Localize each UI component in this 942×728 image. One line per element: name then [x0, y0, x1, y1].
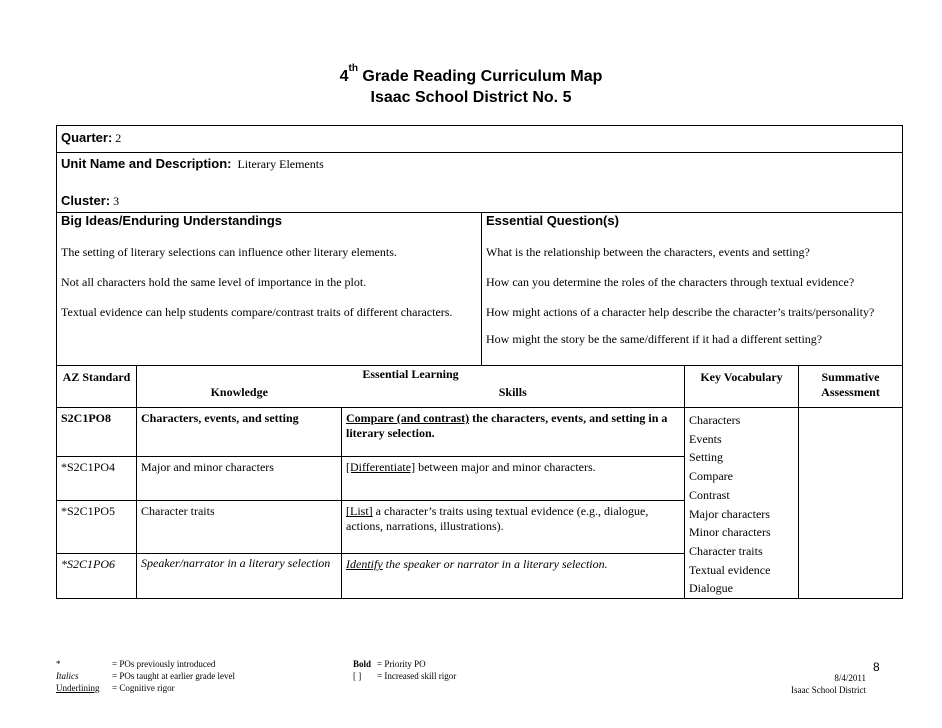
quarter-label: Quarter: [61, 130, 113, 145]
quarter-value: 2 [115, 131, 122, 145]
knowledge-cell: Speaker/narrator in a literary selection [137, 554, 342, 599]
vocab-item: Character traits [689, 543, 763, 558]
big-idea-1: The setting of literary selections can influence other literary elements. [61, 245, 397, 259]
standard-code: *S2C1PO6 [57, 554, 137, 599]
cluster-label: Cluster: [61, 193, 111, 208]
title-grade: 4 [339, 68, 349, 85]
unit-label: Unit Name and Description: [61, 156, 232, 171]
legend-key: Underlining [56, 683, 100, 693]
vocab-item: Setting [689, 450, 724, 465]
legend-desc: = POs previously introduced [112, 659, 216, 669]
vocab-item: Textual evidence [689, 562, 771, 577]
legend-desc: = Cognitive rigor [112, 683, 175, 693]
skill-text: the speaker or narrator in a literary selection. [382, 557, 608, 572]
skill-verb: Compare (and contrast) [346, 411, 470, 425]
key-vocabulary-header: Key Vocabulary [685, 366, 799, 408]
essential-question-2: How can you determine the roles of the characters through textual evidence? [486, 275, 855, 289]
knowledge-cell: Character traits [137, 501, 342, 554]
document-title [0, 63, 942, 108]
knowledge-cell: Characters, events, and setting [137, 408, 342, 457]
essential-questions-header: Essential Question(s) [486, 213, 619, 228]
legend-left [56, 658, 235, 694]
skill-verb: [Differentiate] [346, 459, 416, 474]
essential-question-4: How might the story be the same/different if it had a different setting? [486, 332, 823, 346]
skill-text: between major and minor characters. [415, 459, 596, 474]
skill-verb: Identify [346, 557, 383, 572]
legend-middle [353, 658, 456, 682]
skills-cell [342, 408, 685, 457]
standard-code: S2C1PO8 [57, 408, 137, 457]
vocab-item: Characters [689, 413, 741, 427]
vocab-item: Contrast [689, 487, 730, 502]
summative-assessment-cell [799, 408, 903, 599]
legend-key: Bold [353, 659, 372, 669]
skill-text: the characters, events, and setting in a literary selection. [346, 411, 668, 440]
knowledge-header: Knowledge [137, 385, 342, 408]
az-standard-header: AZ Standard [57, 366, 137, 408]
footer-date: 8/4/2011 [834, 673, 866, 683]
vocab-item: Dialogue [689, 581, 733, 596]
vocabulary-cell [685, 408, 799, 599]
vocab-item: Minor characters [689, 525, 771, 540]
page-number: 8 [873, 660, 880, 674]
legend-key: [ ] [353, 671, 362, 681]
legend-desc: = Increased skill rigor [377, 671, 457, 681]
legend-desc: = POs taught at earlier grade level [112, 671, 236, 681]
title-superscript: th [348, 63, 358, 74]
unit-row [57, 153, 903, 213]
vocab-item: Events [689, 431, 722, 446]
big-idea-3: Textual evidence can help students compare/contrast traits of different characters. [61, 305, 453, 319]
big-ideas-header: Big Ideas/Enduring Understandings [61, 213, 283, 228]
skills-cell [342, 456, 685, 501]
essential-question-3: How might actions of a character help describe the character’s traits/personality? [486, 305, 875, 319]
standard-code: *S2C1PO4 [57, 456, 137, 501]
vocab-item: Compare [689, 469, 733, 484]
skill-verb: [List] [346, 504, 373, 519]
title-line-2: Isaac School District No. 5 [370, 89, 572, 106]
table-row [57, 408, 903, 457]
big-ideas-row [57, 213, 903, 366]
skill-text: a character’s traits using textual evidence (e.g., dialogue, actions, narrations, illustrations). [346, 504, 649, 534]
footer-info [791, 672, 866, 696]
skills-header: Skills [342, 385, 685, 408]
title-line-1 [0, 63, 942, 87]
column-header-row-1 [57, 366, 903, 386]
quarter-row [57, 126, 903, 153]
footer-district: Isaac School District [791, 685, 866, 695]
essential-learning-header: Essential Learning [137, 366, 685, 386]
standard-code: *S2C1PO5 [57, 501, 137, 554]
skills-cell [342, 554, 685, 599]
big-idea-2: Not all characters hold the same level of importance in the plot. [61, 275, 367, 289]
skills-cell [342, 501, 685, 554]
legend-key: * [56, 659, 61, 669]
legend-key: Italics [56, 671, 79, 681]
summative-assessment-header: Summative Assessment [799, 366, 903, 408]
essential-question-1: What is the relationship between the characters, events and setting? [486, 245, 810, 259]
unit-value: Literary Elements [237, 157, 324, 171]
title-text: Grade Reading Curriculum Map [357, 68, 603, 85]
curriculum-table [56, 125, 903, 599]
legend-desc: = Priority PO [377, 659, 426, 669]
cluster-value: 3 [113, 194, 120, 208]
vocab-item: Major characters [689, 506, 770, 521]
knowledge-cell: Major and minor characters [137, 456, 342, 501]
